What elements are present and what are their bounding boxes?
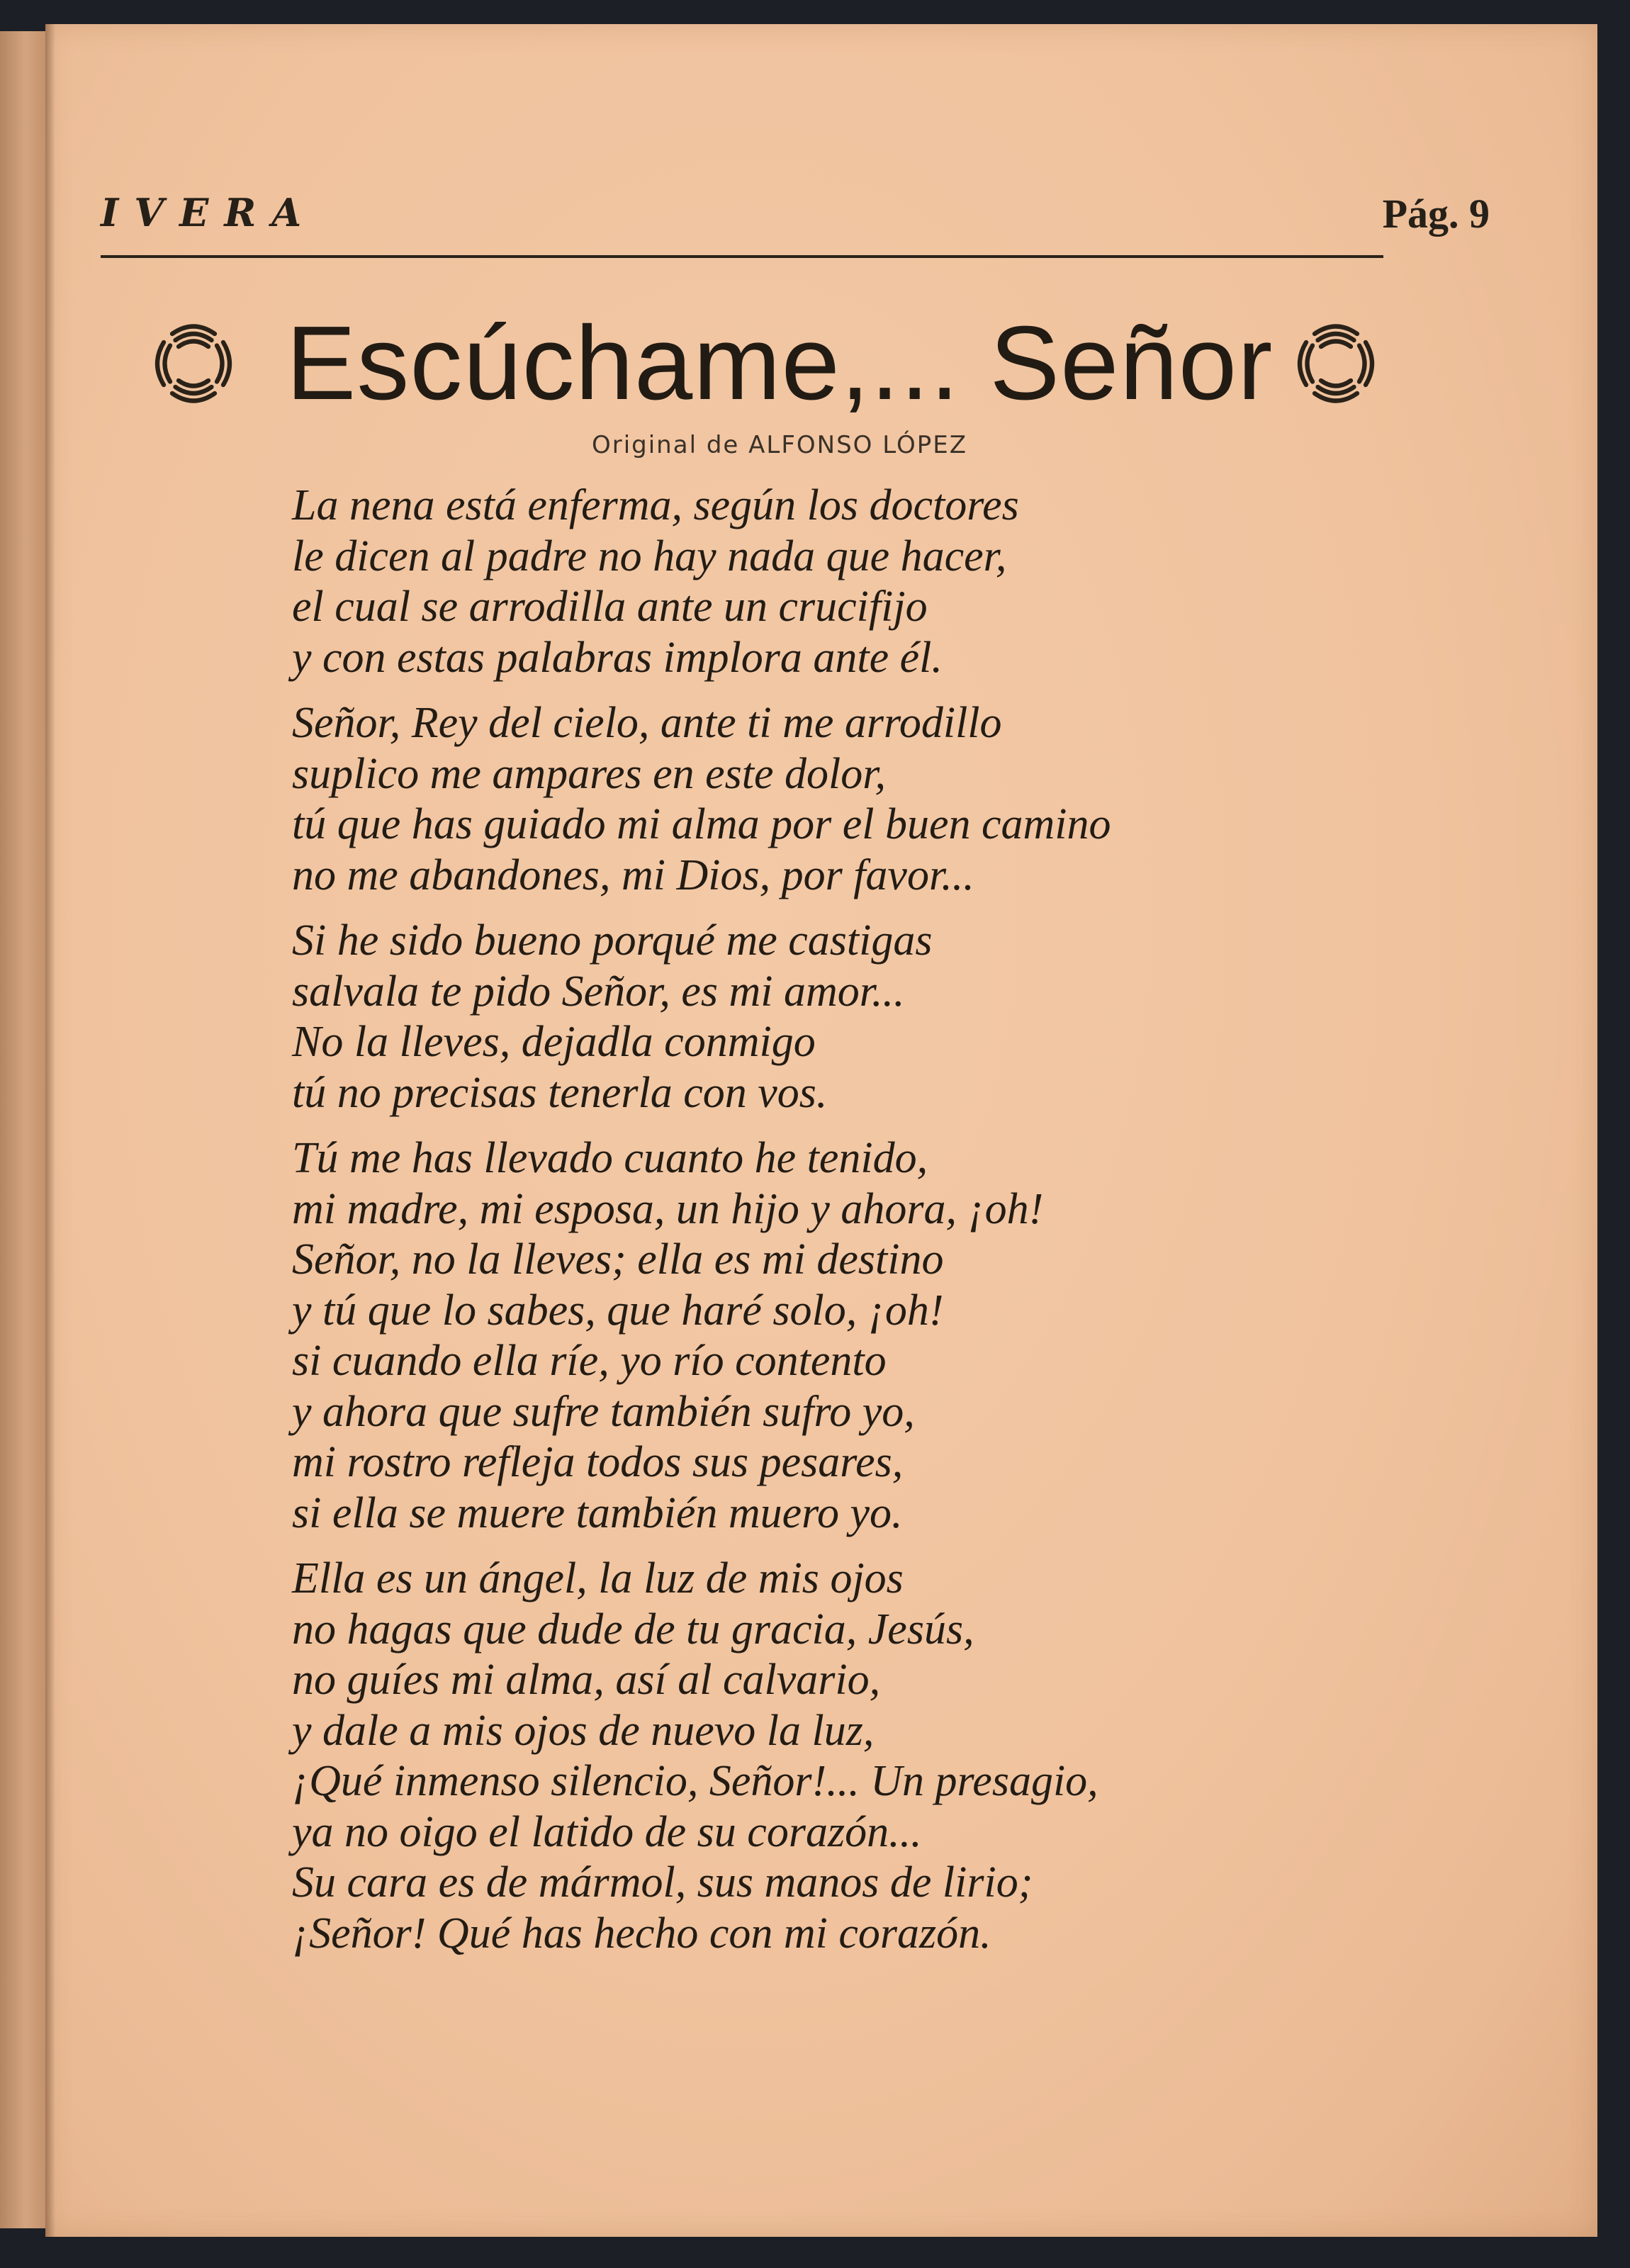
verse-line: La nena está enferma, según los doctores <box>292 481 1019 529</box>
verse-line: y con estas palabras implora ante él. <box>292 633 943 682</box>
running-title: IVERA <box>101 190 317 235</box>
verse-line: No la lleves, dejadla conmigo <box>292 1018 816 1066</box>
verse-line: ¡Qué inmenso silencio, Señor!... Un presagio, <box>292 1757 1098 1805</box>
verse-line: no hagas que dude de tu gracia, Jesús, <box>292 1605 974 1654</box>
verse-line: Tú me has llevado cuanto he tenido, <box>292 1134 928 1182</box>
verse-line: el cual se arrodilla ante un crucifijo <box>292 583 928 631</box>
verse-line: salvala te pido Señor, es mi amor... <box>292 967 905 1016</box>
verse-line: y ahora que sufre también sufro yo, <box>292 1387 915 1436</box>
verse-line: tú no precisas tenerla con vos. <box>292 1068 828 1117</box>
byline: Original de ALFONSO LÓPEZ <box>591 431 968 459</box>
wreath-ornament-icon <box>1283 310 1389 417</box>
page-number: Pág. 9 <box>1382 191 1490 237</box>
verse-line: no me abandones, mi Dios, por favor... <box>292 850 974 899</box>
verse-line: tú que has guiado mi alma por el buen camino <box>292 800 1111 848</box>
verse-line: mi rostro refleja todos sus pesares, <box>292 1438 904 1486</box>
verse-line: Señor, Rey del cielo, ante ti me arrodillo <box>292 699 1002 747</box>
verse-line: Ella es un ángel, la luz de mis ojos <box>292 1554 904 1602</box>
verse-line: ¡Señor! Qué has hecho con mi corazón. <box>292 1909 991 1958</box>
verse-line: ya no oigo el latido de su corazón... <box>292 1807 922 1856</box>
verse-line: no guíes mi alma, así al calvario, <box>292 1656 881 1704</box>
page-fold-shadow <box>45 24 55 2237</box>
stanza <box>292 916 1426 1118</box>
previous-page-edge <box>0 31 47 2228</box>
verse-line: y tú que lo sabes, que haré solo, ¡oh! <box>292 1286 944 1335</box>
verse-line: si cuando ella ríe, yo río contento <box>292 1337 887 1385</box>
verse-line: y dale a mis ojos de nuevo la luz, <box>292 1706 875 1755</box>
verse-line: Señor, no la lleves; ella es mi destino <box>292 1235 944 1284</box>
verse-line: Si he sido bueno porqué me castigas <box>292 916 933 965</box>
verse-line: suplico me ampares en este dolor, <box>292 749 887 798</box>
stanza <box>292 1133 1426 1539</box>
verse-line: le dicen al padre no hay nada que hacer, <box>292 532 1007 580</box>
verse-line: Su cara es de mármol, sus manos de lirio; <box>292 1858 1033 1907</box>
stanza <box>292 481 1426 683</box>
header-rule <box>101 255 1383 258</box>
stanza <box>292 698 1426 901</box>
verse-line: mi madre, mi esposa, un hijo y ahora, ¡oh! <box>292 1184 1044 1233</box>
stanza <box>292 1554 1426 1959</box>
poem-title: Escúchame,... Señor <box>286 305 1274 422</box>
poem-body <box>292 481 1426 1974</box>
verse-line: si ella se muere también muero yo. <box>292 1488 903 1537</box>
